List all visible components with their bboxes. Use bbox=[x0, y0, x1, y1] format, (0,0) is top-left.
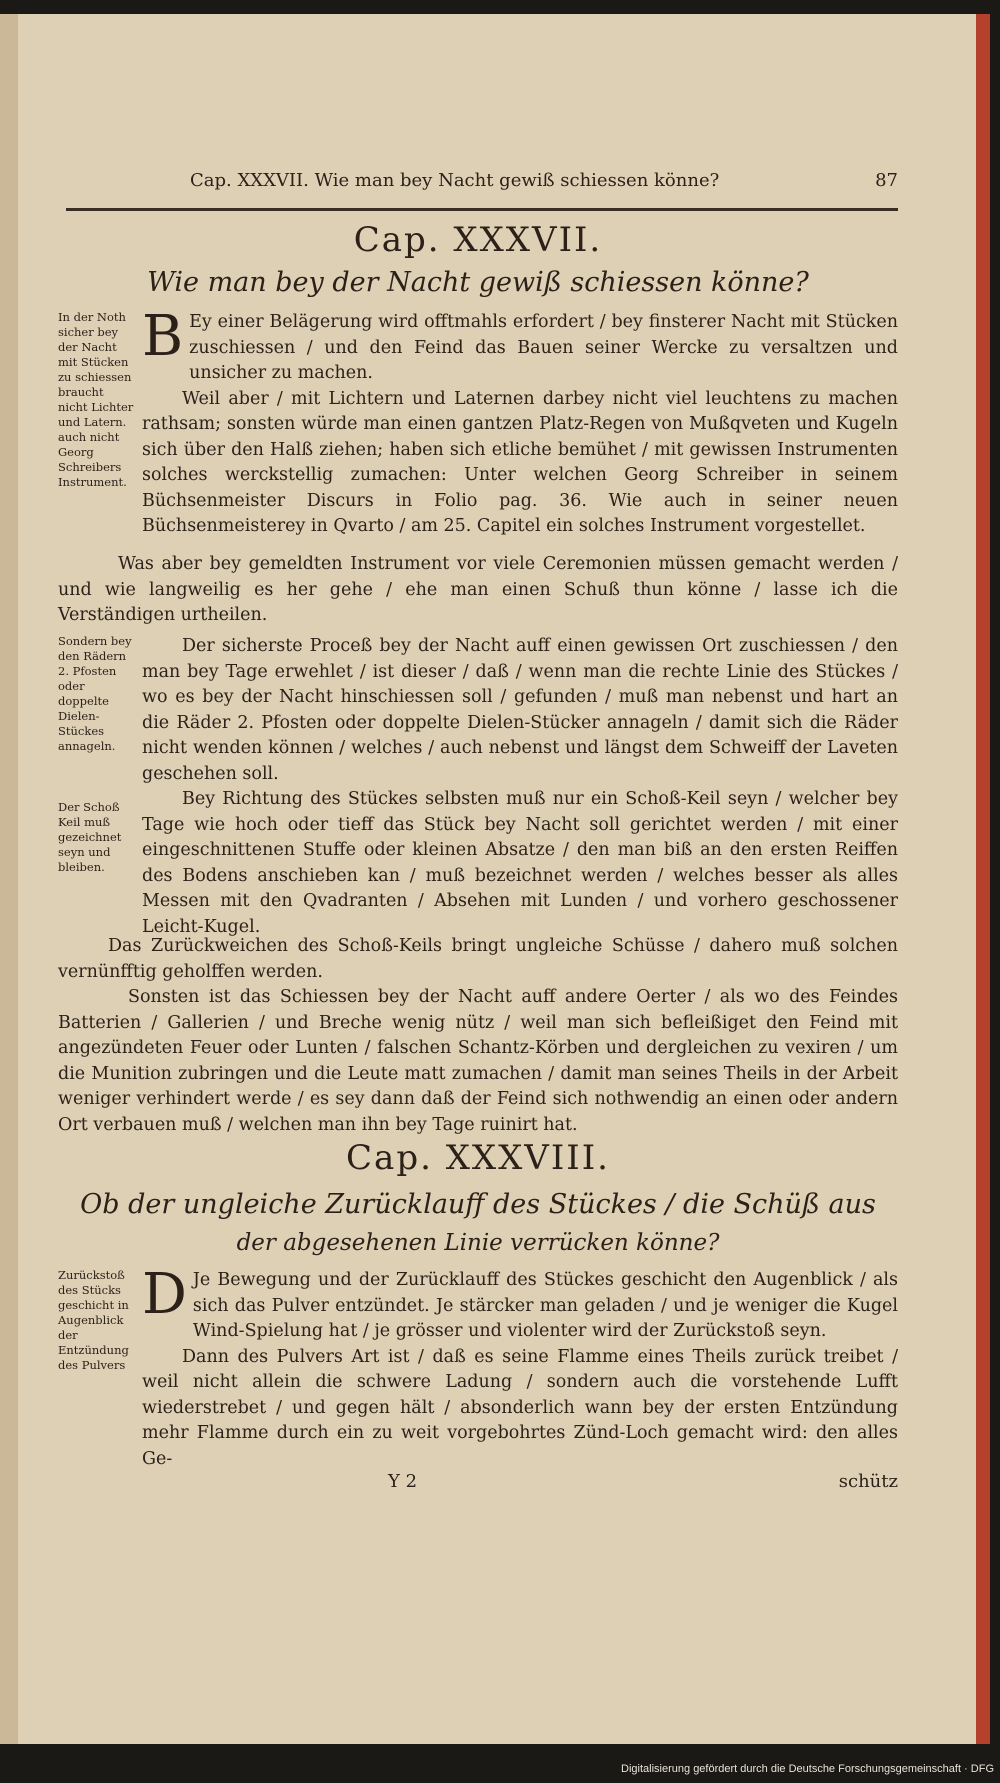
chapter-38-dropcap: D bbox=[142, 1262, 187, 1327]
chapter-37-body-d bbox=[58, 934, 898, 1138]
margin-note-4: Zurückstoß des Stücks geschicht in Augenblick der Entzündung des Pulvers bbox=[58, 1268, 129, 1372]
chapter-37-number: Cap. XXXVII. bbox=[353, 220, 603, 260]
chapter-37-dropcap: B bbox=[142, 304, 184, 369]
chapter-38-number: Cap. XXXVIII. bbox=[346, 1138, 610, 1178]
ch37-para-4: Der sicherste Proceß bey der Nacht auff einen gewissen Ort zuschiessen / den man bey Tage erwehlet / ist dieser / daß / wenn man die rechte Linie des Stückes / wo es bey der Nacht hinschiessen soll / gefunden / muß man nebenst und hart an die Räder 2. Pfosten oder doppelte Dielen-Stücker annageln / damit sich die Räder nicht wenden können / welches / auch nebenst und längst dem Schweiff der Laveten geschehen soll. bbox=[142, 636, 898, 784]
ch38-para-2: Dann des Pulvers Art ist / daß es seine Flamme eines Theils zurück treibet / weil nicht allein die schwere Ladung / sondern auch die vorstehende Lufft wiederstrebet / und gegen hält / absonderlich wann bey der ersten Entzündung mehr Flamme durch ein zu weit vorgebohrtes Zünd-Loch gemacht wird: den alles Ge- bbox=[142, 1346, 898, 1469]
page-number: 87 bbox=[875, 170, 898, 191]
book-page bbox=[18, 14, 990, 1744]
ch37-para-3: Was aber bey gemeldten Instrument vor viele Ceremonien müssen gemacht werden / und wie langweilig es her gehe / ehe man einen Schuß thun könne / lasse ich die Verständigen urtheilen. bbox=[58, 554, 898, 625]
chapter-38-body bbox=[142, 1262, 898, 1472]
chapter-37-heading: Wie man bey der Nacht gewiß schiessen könne? bbox=[147, 267, 809, 298]
margin-note-2: Sondern bey den Rädern 2. Pfosten oder doppelte Dielen-Stückes annageln. bbox=[58, 634, 132, 753]
header-rule bbox=[66, 208, 898, 211]
facing-page-edge bbox=[0, 14, 18, 1744]
digitization-credit: Digitalisierung gefördert durch die Deutsche Forschungsgemeinschaft · DFG bbox=[621, 1763, 994, 1775]
margin-note-1: In der Noth sicher bey der Nacht mit Stücken zu schiessen braucht nicht Lichter und Latern. auch nicht Georg Schreibers Instrument. bbox=[58, 310, 134, 489]
ch37-para-7: Sonsten ist das Schiessen bey der Nacht auff andere Oerter / als wo des Feindes Batterien / Gallerien / und Breche wenig nütz / weil man sich befleißiget den Feind mit angezündeten Feuer oder Lunten / falschen Schantz-Körben und dergleichen zu vexiren / um die Munition zubringen und die Leute matt zumachen / damit man seines Theils in der Arbeit weniger verhindert werde / es sey dann daß der Feind sich nothwendig an einen oder andern Ort verbauen muß / welchen man ihn bey Tage ruinirt hat. bbox=[58, 987, 898, 1135]
ch38-para-1: Je Bewegung und der Zurücklauff des Stückes geschicht den Augenblick / als sich das Pulver entzündet. Je stärcker man geladen / und je weniger die Kugel Wind-Spielung hat / je grösser und violenter wird der Zurückstoß seyn. bbox=[192, 1270, 898, 1341]
chapter-37-body-c bbox=[142, 634, 898, 940]
chapter-37-body-b bbox=[58, 552, 898, 629]
margin-note-3: Der Schoß Keil muß gezeichnet seyn und bleiben. bbox=[58, 800, 122, 874]
signature-mark: Y 2 bbox=[388, 1471, 418, 1492]
page-content bbox=[58, 14, 898, 1744]
ch37-para-6: Das Zurückweichen des Schoß-Keils bringt ungleiche Schüsse / dahero muß solchen vernünfftig geholffen werden. bbox=[58, 936, 898, 982]
ch37-para-2: Weil aber / mit Lichtern und Laternen darbey nicht viel leuchtens zu machen rathsam; sonsten würde man einen gantzen Platz-Regen von Mußqveten und Kugeln sich über den Halß ziehen; haben sich etliche bemühet / mit gewissen Instrumenten solches werckstellig zumachen: Unter welchen Georg Schreiber in seinem Büchsenmeister Discurs in Folio pag. 36. Wie auch in seiner neuen Büchsenmeisterey in Qvarto / am 25. Capitel ein solches Instrument vorgestellet. bbox=[142, 388, 898, 536]
chapter-37-body-a bbox=[142, 304, 898, 540]
ch37-para-1: Ey einer Belägerung wird offtmahls erfordert / bey finsterer Nacht mit Stücken zuschiessen / und den Feind das Bauen seiner Wercke zu versaltzen und unsicher zu machen. bbox=[189, 312, 898, 383]
chapter-38-heading: Ob der ungleiche Zurücklauff des Stückes / die Schüß aus bbox=[80, 1189, 876, 1220]
catchword: schütz bbox=[838, 1471, 898, 1492]
ch37-para-5: Bey Richtung des Stückes selbsten muß nur ein Schoß-Keil seyn / welcher bey Tage wie hoch oder tieff das Stück bey Nacht soll gerichtet werden / mit einer eingeschnittenen Stuffe oder kleinen Absatze / den man biß an den ersten Reiffen des Bodens anschieben kan / muß bezeichnet werden / welches besser als alles Messen mit den Qvadranten / Absehen mit Lunden / und vorhero geschossener Leicht-Kugel. bbox=[142, 789, 898, 937]
running-head-title: Cap. XXXVII. Wie man bey Nacht gewiß schiessen könne? bbox=[190, 170, 720, 191]
chapter-38-subheading: der abgesehenen Linie verrücken könne? bbox=[236, 1230, 720, 1256]
